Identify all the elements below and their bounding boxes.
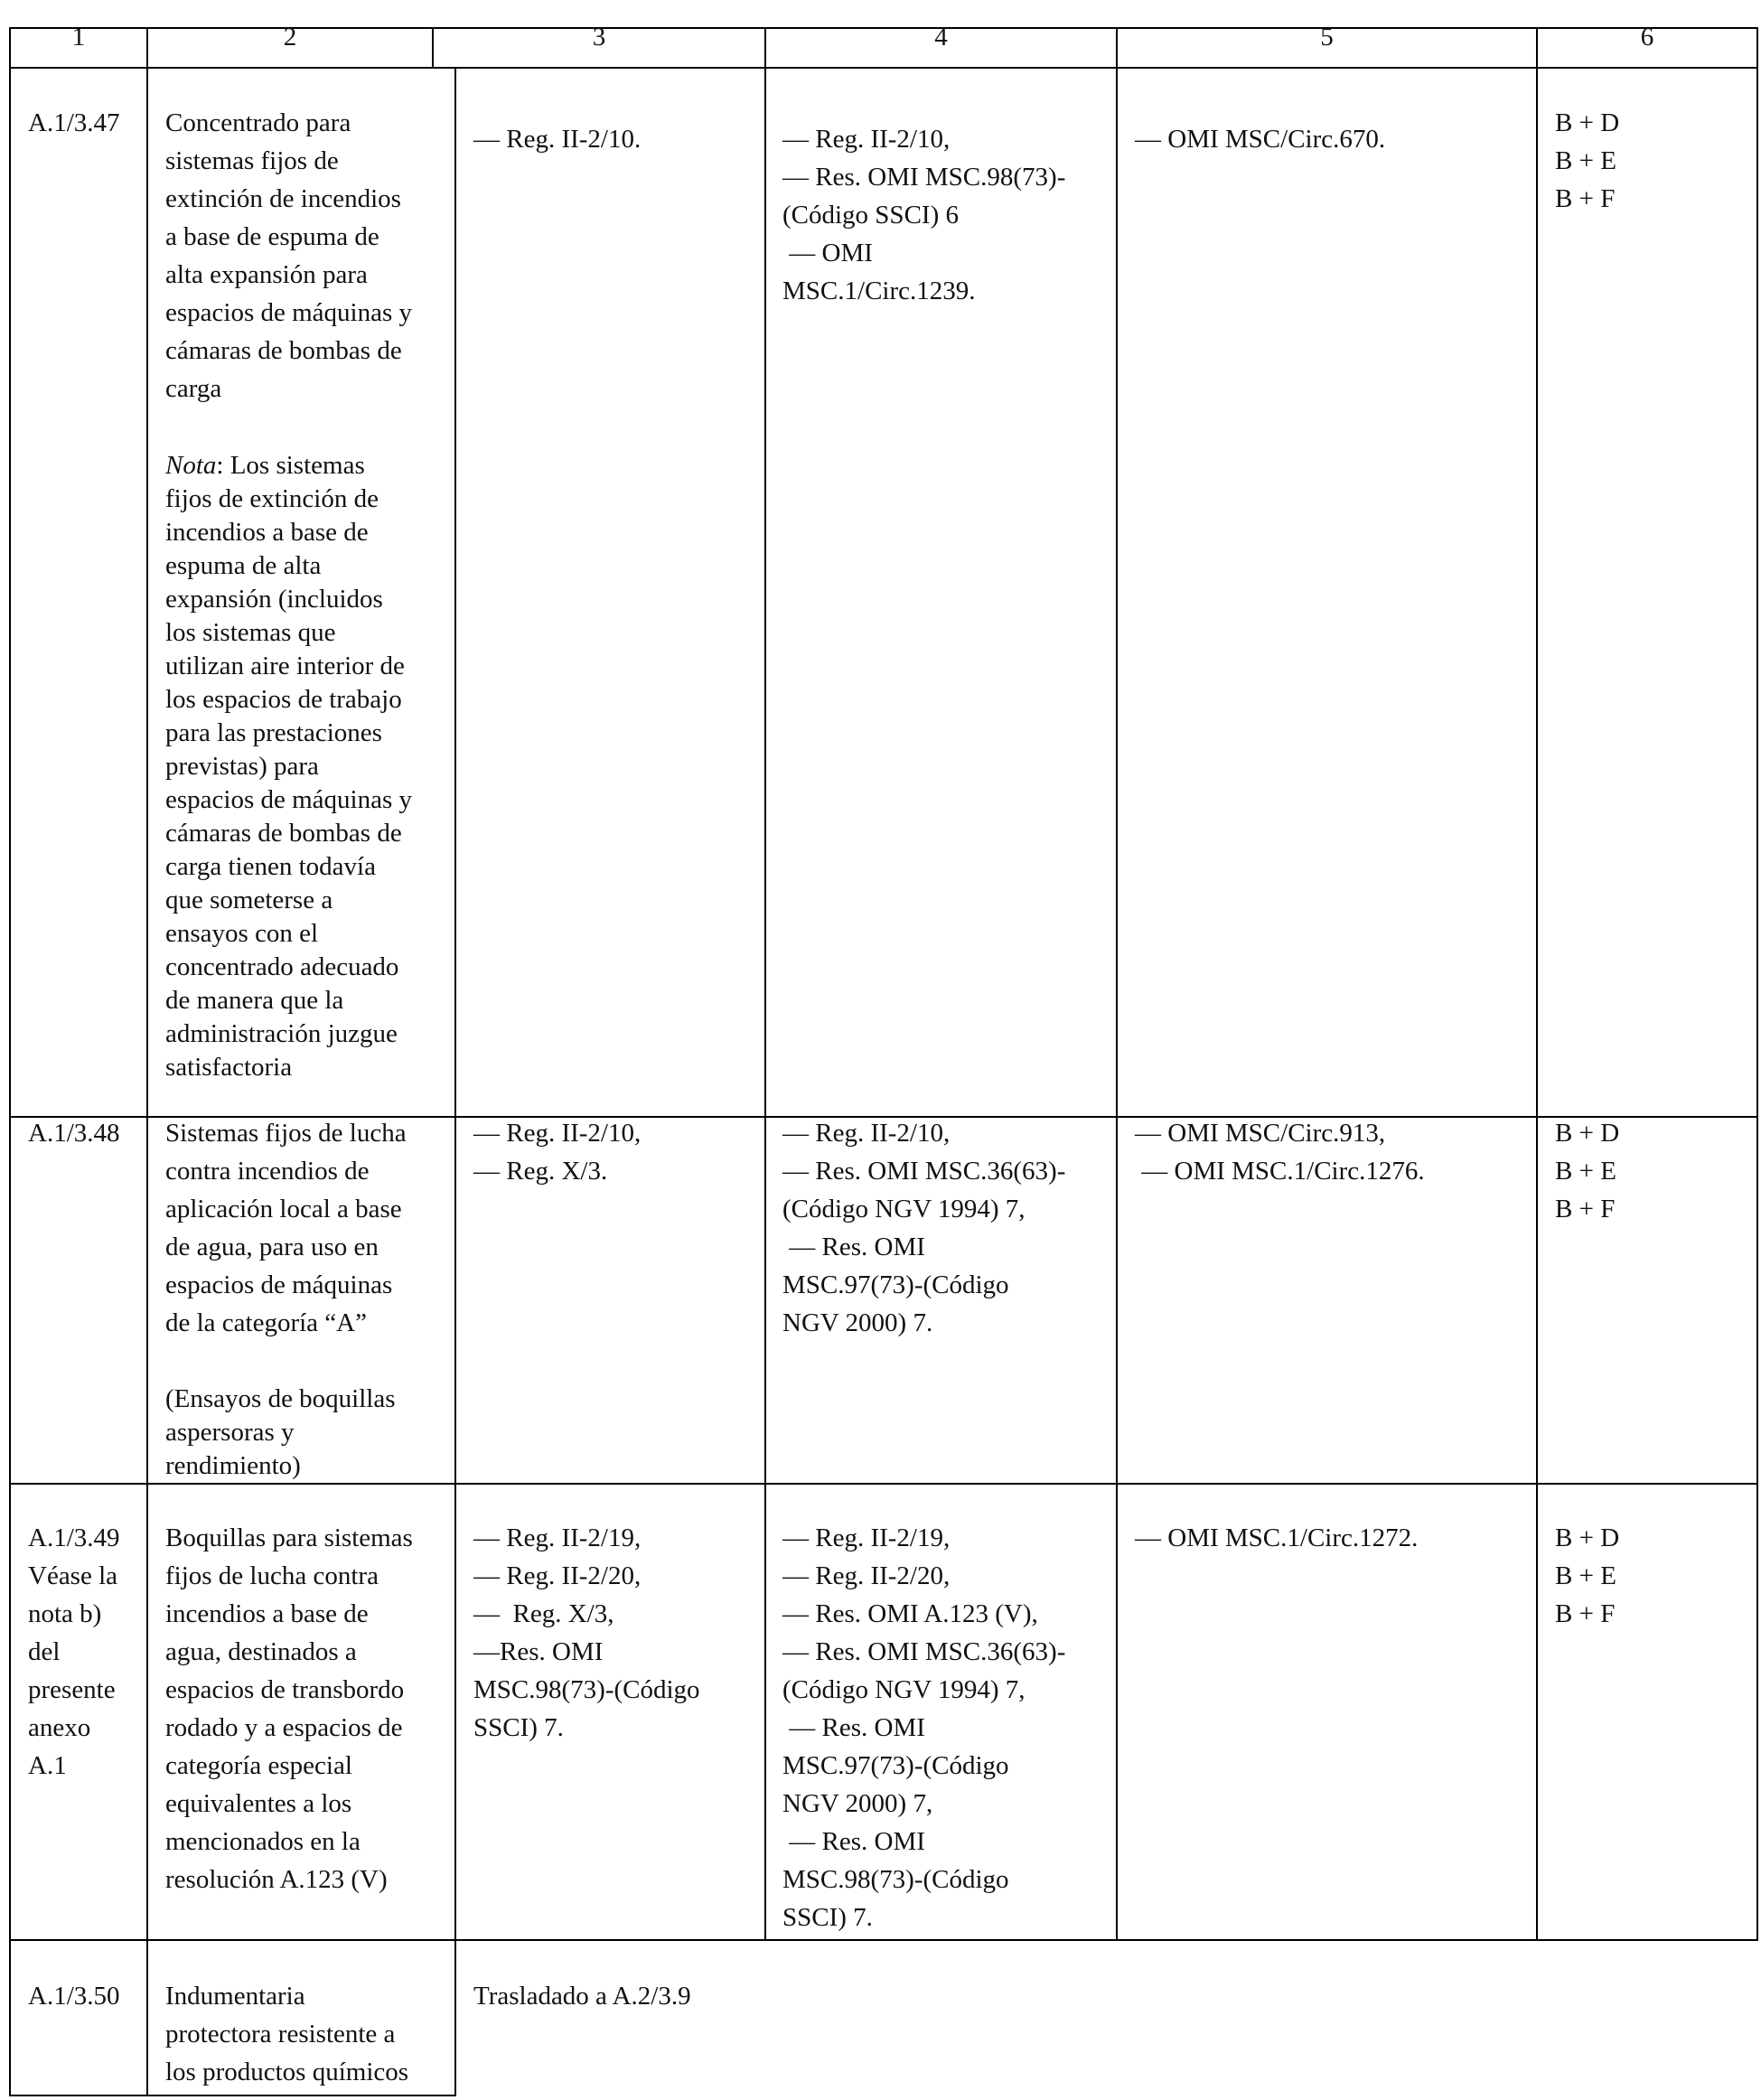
standard-line: — Res. OMI MSC.36(63)- xyxy=(782,1157,1066,1186)
note-line: expansión (incluidos xyxy=(165,585,383,614)
standard-line: — Reg. II-2/10, xyxy=(782,125,951,154)
note-first-line xyxy=(165,449,412,483)
standard-line: SSCI) 7. xyxy=(782,1903,873,1932)
item-line: extinción de incendios xyxy=(165,184,401,213)
row-code-note: del xyxy=(28,1637,61,1666)
regulation-line: — Reg. II-2/20, xyxy=(473,1561,642,1590)
standard-line: — Res. OMI xyxy=(782,1713,925,1742)
item-description xyxy=(165,1519,413,1898)
note-line: rendimiento) xyxy=(165,1451,301,1480)
row-code-note: Véase la xyxy=(28,1561,118,1590)
column-header-5: 5 xyxy=(1320,23,1334,52)
row-code-note: anexo xyxy=(28,1713,91,1742)
row-code-cell xyxy=(28,1114,120,1152)
note-line: para las prestaciones xyxy=(165,718,382,747)
row-code: A.1/3.47 xyxy=(28,108,120,137)
item-line: alta expansión para xyxy=(165,260,368,289)
item-line: Sistemas fijos de lucha xyxy=(165,1119,407,1148)
module-line: B + E xyxy=(1555,1561,1616,1590)
row-code-note: nota b) xyxy=(28,1599,102,1628)
item-line: Boquillas para sistemas xyxy=(165,1523,413,1552)
module-line: B + D xyxy=(1555,1523,1620,1552)
note-line: satisfactoria xyxy=(165,1053,293,1082)
regulation-line: — Reg. X/3, xyxy=(473,1599,614,1628)
item-line: aplicación local a base xyxy=(165,1195,402,1223)
row-code-note: presente xyxy=(28,1675,116,1704)
item-description xyxy=(165,1114,407,1342)
standard-line: NGV 2000) 7, xyxy=(782,1789,933,1818)
item-description xyxy=(165,104,412,408)
circular-cell xyxy=(1135,120,1385,158)
note-line: espuma de alta xyxy=(165,551,322,580)
item-line: Concentrado para xyxy=(165,108,351,137)
standard-line: MSC.98(73)-(Código xyxy=(782,1865,1009,1894)
column-header-6: 6 xyxy=(1640,23,1654,52)
item-line: espacios de máquinas xyxy=(165,1270,393,1299)
note-line: utilizan aire interior de xyxy=(165,652,405,680)
standard-cell xyxy=(782,1114,1065,1342)
module-line: B + F xyxy=(1555,1599,1616,1628)
row-code-cell xyxy=(28,1977,120,2015)
item-line: de la categoría “A” xyxy=(165,1308,367,1337)
regulation-line: SSCI) 7. xyxy=(473,1713,564,1742)
note-line: (Ensayos de boquillas xyxy=(165,1384,396,1413)
standard-line: — Res. OMI xyxy=(782,1827,925,1856)
col-divider-5-6 xyxy=(1536,27,1538,1941)
note-line: espacios de máquinas y xyxy=(165,785,413,814)
item-line: espacios de máquinas y xyxy=(165,298,413,327)
item-line: a base de espuma de xyxy=(165,222,379,251)
item-line: de agua, para uso en xyxy=(165,1233,379,1261)
column-header-3: 3 xyxy=(592,23,606,52)
module-line: B + E xyxy=(1555,1157,1616,1186)
circular-line: — OMI MSC/Circ.670. xyxy=(1135,125,1386,154)
note-line: carga tienen todavía xyxy=(165,852,376,881)
standard-line: (Código NGV 1994) 7, xyxy=(782,1675,1026,1704)
note-line: concentrado adecuado xyxy=(165,952,399,981)
row-divider-2 xyxy=(9,1483,1758,1485)
note-line: incendios a base de xyxy=(165,518,369,547)
standard-line: — Res. OMI MSC.36(63)- xyxy=(782,1637,1066,1666)
circular-cell xyxy=(1135,1114,1425,1190)
standard-line: — Reg. II-2/20, xyxy=(782,1561,951,1590)
col-divider-4-5 xyxy=(1116,27,1118,1941)
modules-cell xyxy=(1555,1519,1619,1633)
item-line: protectora resistente a xyxy=(165,2020,396,2048)
standard-line: — OMI xyxy=(782,239,873,267)
module-line: B + E xyxy=(1555,146,1616,175)
item-line: espacios de transbordo xyxy=(165,1675,405,1704)
note-line: los espacios de trabajo xyxy=(165,685,402,714)
module-line: B + D xyxy=(1555,108,1620,137)
note-label: Nota xyxy=(165,451,217,480)
standard-line: — Reg. II-2/10, xyxy=(782,1119,951,1148)
regulation-line: MSC.98(73)-(Código xyxy=(473,1675,700,1704)
note-line: aspersoras y xyxy=(165,1418,295,1447)
row-divider-3 xyxy=(9,1939,1758,1941)
row-code-cell xyxy=(28,1519,120,1785)
col-divider-3-4 xyxy=(764,27,766,1941)
item-line: contra incendios de xyxy=(165,1157,370,1186)
row-code: A.1/3.49 xyxy=(28,1523,120,1552)
item-line: categoría especial xyxy=(165,1751,352,1780)
item-line: fijos de lucha contra xyxy=(165,1561,379,1590)
note-line: los sistemas que xyxy=(165,618,336,647)
item-line: rodado y a espacios de xyxy=(165,1713,403,1742)
regulation-cell xyxy=(473,120,641,158)
item-line: los productos químicos xyxy=(165,2058,409,2086)
item-line: incendios a base de xyxy=(165,1599,369,1628)
item-line: carga xyxy=(165,374,222,403)
standard-line: MSC.1/Circ.1239. xyxy=(782,277,976,305)
column-header-4: 4 xyxy=(934,23,948,52)
circular-cell xyxy=(1135,1519,1418,1557)
module-line: B + F xyxy=(1555,1195,1616,1223)
item-note xyxy=(165,1383,396,1483)
regulation-cell xyxy=(473,1114,641,1190)
circular-line: — OMI MSC/Circ.913, xyxy=(1135,1119,1386,1148)
item-line: mencionados en la xyxy=(165,1827,361,1856)
standard-line: MSC.97(73)-(Código xyxy=(782,1270,1009,1299)
row-code: A.1/3.50 xyxy=(28,1982,120,2011)
item-line: equivalentes a los xyxy=(165,1789,352,1818)
item-line: Indumentaria xyxy=(165,1982,305,2011)
circular-line: — OMI MSC.1/Circ.1272. xyxy=(1135,1523,1419,1552)
item-line: cámaras de bombas de xyxy=(165,336,402,365)
regulation-cell xyxy=(473,1519,700,1747)
regulation-line: — Reg. II-2/10. xyxy=(473,125,642,154)
row-code-cell xyxy=(28,104,120,142)
module-line: B + F xyxy=(1555,184,1616,213)
regulation-line: — Reg. II-2/19, xyxy=(473,1523,642,1552)
note-line: ensayos con el xyxy=(165,919,319,948)
item-line: resolución A.123 (V) xyxy=(165,1865,388,1894)
standard-cell xyxy=(782,120,1065,310)
note-line: administración juzgue xyxy=(165,1019,398,1048)
column-header-2: 2 xyxy=(283,23,297,52)
moved-notice xyxy=(473,1977,691,2015)
header-row-divider xyxy=(9,67,1758,69)
column-header-1: 1 xyxy=(71,23,86,52)
col-divider-1-2 xyxy=(146,27,148,2096)
standard-cell xyxy=(782,1519,1065,1936)
row-code-note: A.1 xyxy=(28,1751,67,1780)
standard-line: (Código SSCI) 6 xyxy=(782,201,959,230)
note-line: que someterse a xyxy=(165,886,333,914)
col-divider-2-3 xyxy=(454,67,456,2096)
module-line: B + D xyxy=(1555,1119,1620,1148)
note-first-text: : Los sistemas xyxy=(216,451,365,480)
note-line: fijos de extinción de xyxy=(165,484,379,513)
standard-line: (Código NGV 1994) 7, xyxy=(782,1195,1026,1223)
regulation-line: — Reg. II-2/10, xyxy=(473,1119,642,1148)
note-line: previstas) para xyxy=(165,752,319,781)
standard-line: — Res. OMI MSC.98(73)- xyxy=(782,163,1066,192)
modules-cell xyxy=(1555,104,1619,218)
item-line: sistemas fijos de xyxy=(165,146,339,175)
note-line: de manera que la xyxy=(165,986,344,1015)
moved-text: Trasladado a A.2/3.9 xyxy=(473,1982,691,2011)
item-note xyxy=(165,449,412,1084)
standard-line: — Reg. II-2/19, xyxy=(782,1523,951,1552)
table-border-left xyxy=(9,27,11,2096)
regulation-line: — Reg. X/3. xyxy=(473,1157,608,1186)
table-border-bottom xyxy=(9,2095,456,2096)
standard-line: — Res. OMI A.123 (V), xyxy=(782,1599,1038,1628)
note-line: cámaras de bombas de xyxy=(165,819,402,848)
circular-line: — OMI MSC.1/Circ.1276. xyxy=(1135,1157,1425,1186)
standard-line: MSC.97(73)-(Código xyxy=(782,1751,1009,1780)
table-border-right xyxy=(1756,27,1758,1941)
standard-line: NGV 2000) 7. xyxy=(782,1308,933,1337)
item-description xyxy=(165,1977,408,2091)
regulation-line: —Res. OMI xyxy=(473,1637,604,1666)
standard-line: — Res. OMI xyxy=(782,1233,925,1261)
item-line: agua, destinados a xyxy=(165,1637,357,1666)
row-code: A.1/3.48 xyxy=(28,1119,120,1148)
modules-cell xyxy=(1555,1114,1619,1228)
